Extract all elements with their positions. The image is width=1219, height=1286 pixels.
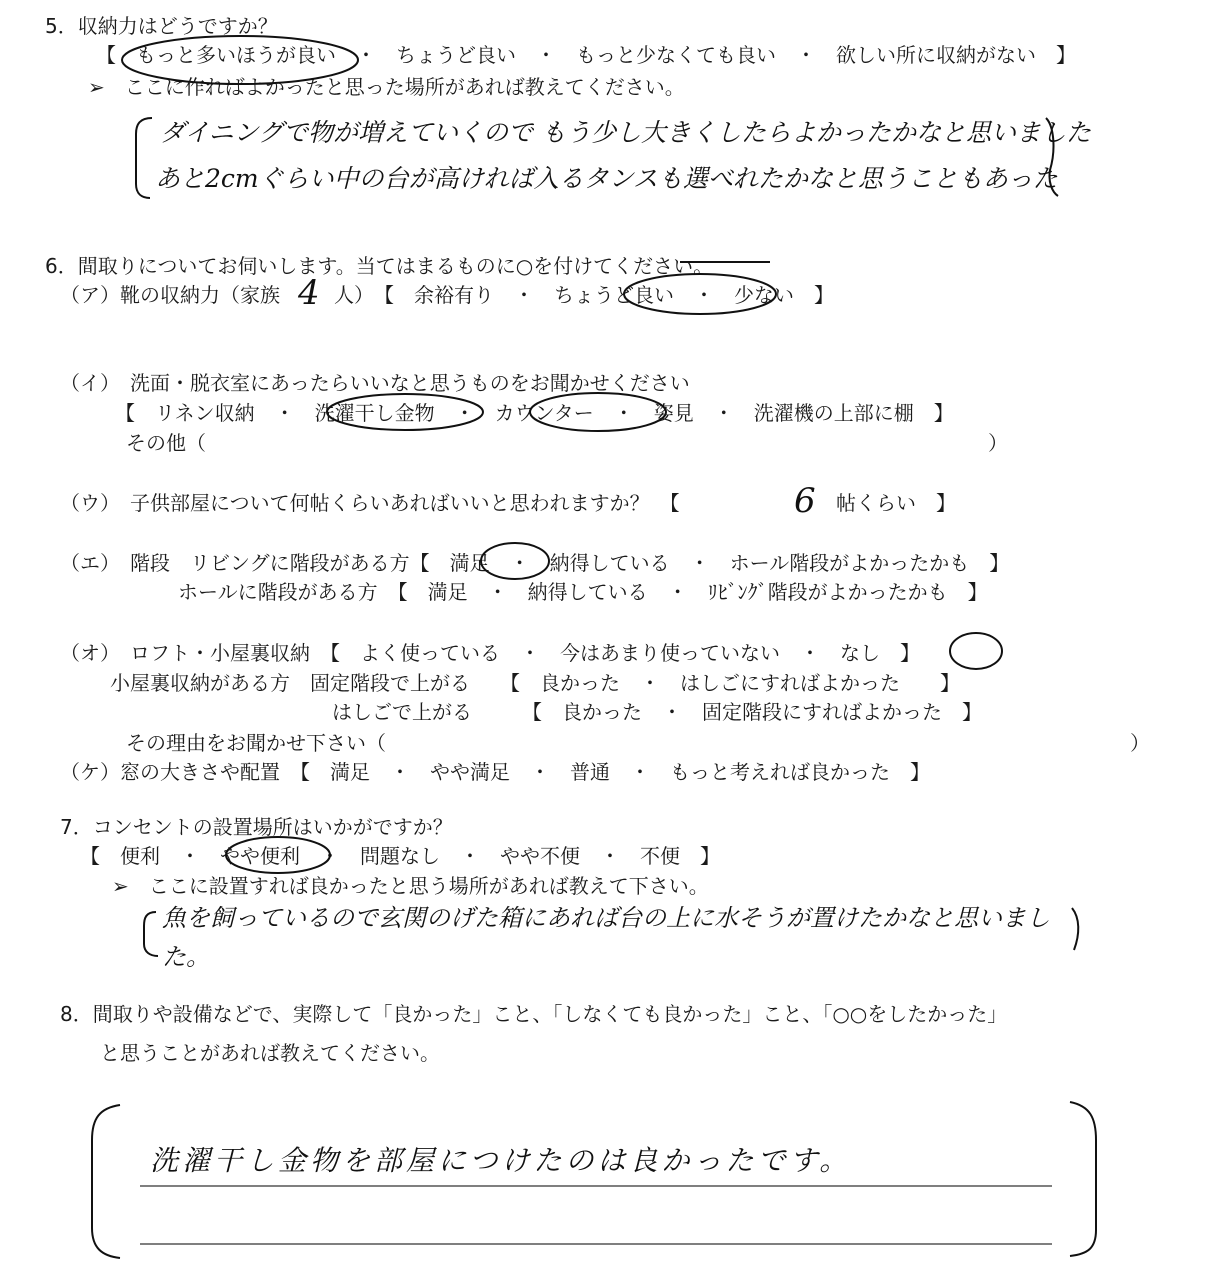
q7-heading: 7．コンセントの設置場所はいかがですか？ <box>60 815 453 839</box>
q6-i-options: 【 リネン収納 ・ 洗濯干し金物 ・ カウンター ・ 姿見 ・ 洗濯機の上部に棚 】 <box>115 401 954 425</box>
q6-a-family-count: 4 <box>298 273 320 313</box>
q6-o-reason: その理由をお聞かせ下さい（ <box>126 731 386 755</box>
q6-i-circle-counter <box>530 393 666 431</box>
q6-heading: 6．間取りについてお伺いします。当てはまるものに○を付けてください。 <box>45 254 714 278</box>
q6-i-label: （イ） 洗面・脱衣室にあったらいいなと思うものをお聞かせください <box>60 371 690 395</box>
q6-i-circle-laundry <box>327 394 483 430</box>
q6-a-label: （ア）靴の収納力（家族 <box>60 283 280 307</box>
q6-a-circle-mark <box>624 274 776 314</box>
q8-answer-box-right <box>1070 1102 1096 1256</box>
q6-i-other: その他（ <box>126 431 206 455</box>
q6-u-value: 6 <box>794 481 816 521</box>
q5-circle-mark <box>122 36 358 84</box>
q8-answer-box-left <box>92 1105 120 1258</box>
q6-o-line2: 小屋裏収納がある方 固定階段で上がる 【 良かった ・ はしごにすればよかった 】 <box>110 671 960 695</box>
q6-i-other-close: ） <box>988 431 1008 455</box>
q6-e-label: （エ） 階段 リビングに階段がある方【 満足 ・ 納得している ・ ホール階段がよかったかも 】 <box>60 551 1010 575</box>
q5-answer-right-bracket <box>1046 118 1058 196</box>
q6-o-reason-close: ） <box>1130 731 1150 755</box>
q6-o-label: （オ） ロフト・小屋裏収納 【 よく使っている ・ 今はあまり使っていない ・ なし 】 <box>60 641 920 665</box>
q7-circle-mark <box>226 837 330 873</box>
q6-o-circle-mark <box>950 633 1002 669</box>
q7-answer-right-bracket <box>1072 908 1078 950</box>
q6-a-options: 人） 【 余裕有り ・ ちょうど良い ・ 少ない 】 <box>334 283 834 307</box>
q6-e-circle-mark <box>481 543 549 579</box>
q7-answer-left-bracket <box>144 912 158 956</box>
q6-e-line2: ホールに階段がある方 【 満足 ・ 納得している ・ ﾘﾋﾞﾝｸﾞ階段がよかったかも 】 <box>178 580 988 604</box>
q8-answer: 洗濯干し金物を部屋につけたのは良かったです。 <box>150 1144 852 1177</box>
q5-answer-left-bracket <box>136 118 152 198</box>
q5-answer-line1: ダイニングで物が増えていくので もう少し大きくしたらよかったかなと思いました <box>160 118 1091 147</box>
q8-heading: 8．間取りや設備などで、実際して「良かった」こと、「しなくても良かった」こと、「○○をしたかった」 <box>60 1002 1008 1026</box>
q7-options: 【 便利 ・ やや便利 ・ 問題なし ・ やや不便 ・ 不便 】 <box>80 844 720 868</box>
q5-options: 【 もっと多いほうが良い ・ ちょうど良い ・ もっと少なくても良い ・ 欲しい所に収納がない 】 <box>96 43 1076 67</box>
q7-followup: ➢ ここに設置すれば良かったと思う場所があれば教えて下さい。 <box>112 874 709 898</box>
q5-heading: 5．収納力はどうですか？ <box>45 14 278 38</box>
q6-u-rest: 帖くらい 】 <box>836 491 956 515</box>
q5-answer-line2: あと2cmぐらい中の台が高ければ入るタンスも選べれたかなと思うこともあった <box>155 164 1058 193</box>
q6-o-line3: はしごで上がる 【 良かった ・ 固定階段にすればよかった 】 <box>332 700 982 724</box>
q6-u-label: （ウ） 子供部屋について何帖くらいあればいいと思われますか？ 【 <box>60 491 680 515</box>
q8-heading2: と思うことがあれば教えてください。 <box>100 1041 440 1065</box>
q6-ke-label: （ケ）窓の大きさや配置 【 満足 ・ やや満足 ・ 普通 ・ もっと考えれば良かった 】 <box>60 760 930 784</box>
q7-answer-line1: 魚を飼っているので玄関のげた箱にあれば台の上に水そうが置けたかなと思いまし <box>162 904 1050 932</box>
q7-answer-line2: た。 <box>162 943 210 971</box>
q5-followup: ➢ ここに作ればよかったと思った場所があれば教えてください。 <box>88 75 685 99</box>
